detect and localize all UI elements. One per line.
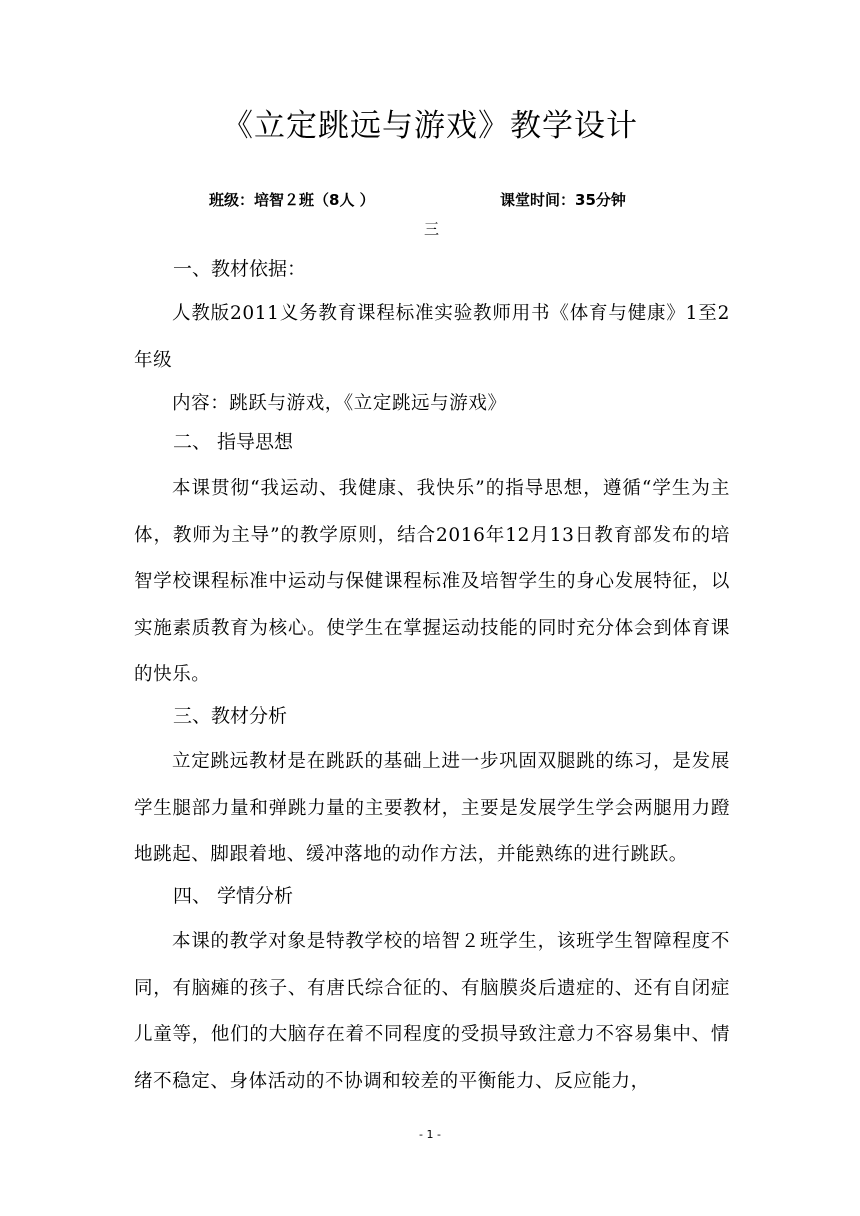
paragraph-textbook-content: 内容：跳跃与游戏，《立定跳远与游戏》 <box>172 393 507 414</box>
class-info: 班级：培智２班（8人 ） <box>209 191 375 209</box>
paragraph-material-analysis: 立定跳远教材是在跳跃的基础上进一步巩固双腿跳的练习，是发展学生腿部力量和弹跳力量的主要教材，主要是发展学生学会两腿用力蹬地跳起、脚跟着地、缓冲落地的动作方法，并能熟练的进行跳跃。 <box>134 751 730 866</box>
paragraph-textbook-source: 人教版2011义务教育课程标准实验教师用书《体育与健康》1至2年级 <box>134 303 730 371</box>
paragraph-student-analysis: 本课的教学对象是特教学校的培智２班学生，该班学生智障程度不同，有脑瘫的孩子、有唐氏综合征的、有脑膜炎后遗症的、还有自闭症儿童等，他们的大脑存在着不同程度的受损导致注意力不容易集中、情绪不稳定、身体活动的不协调和较差的平衡能力、反应能力， <box>134 931 730 1092</box>
section-heading-material-analysis: 三、教材分析 <box>173 705 288 727</box>
stray-character: 三 <box>424 220 440 238</box>
section-heading-guiding-ideas: 二、 指导思想 <box>173 431 294 453</box>
class-time-info: 课堂时间：35分钟 <box>500 191 626 209</box>
document-title: 《立定跳远与游戏》教学设计 <box>222 108 638 144</box>
section-heading-textbook-basis: 一、教材依据： <box>173 258 307 280</box>
page-number: - 1 - <box>419 1128 441 1141</box>
section-heading-student-analysis: 四、 学情分析 <box>173 885 294 907</box>
paragraph-guiding-ideas: 本课贯彻“我运动、我健康、我快乐”的指导思想，遵循“学生为主体，教师为主导”的教学原则，结合2016年12月13日教育部发布的培智学校课程标准中运动与保健课程标准及培智学生的身心发展特征，以实施素质教育为核心。使学生在掌握运动技能的同时充分体会到体育课的快乐。 <box>134 478 730 686</box>
